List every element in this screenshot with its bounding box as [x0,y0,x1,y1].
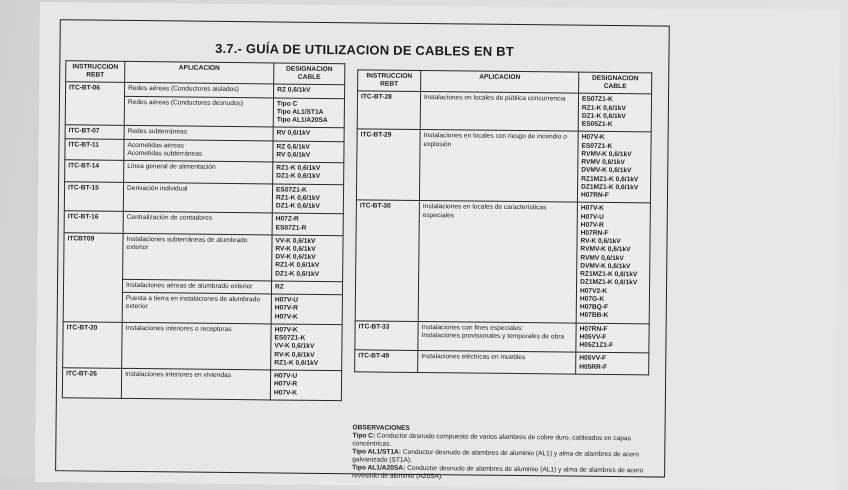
cable-designation: VV-K 0,6/1kV [275,237,316,245]
table-row [65,160,344,184]
cable-designation-cell [273,98,344,128]
cable-designation: H07BQ-F [579,303,609,312]
cable-designation: H07V-R [274,304,298,313]
cable-designation: RZ 0,6/1kV [276,143,310,151]
observaciones-block [352,424,653,483]
cable-designation: DVMV-K 0,6/1kV [581,167,632,175]
cable-designation: RZ1-K 0,6/1kV [581,104,626,112]
cable-designation: H05VV-F [579,333,607,341]
instruccion-code: ITC-BT-16 [64,211,123,233]
cable-designation: H07V-K [580,204,604,213]
cable-designation: RV-K 0,6/1kV [275,245,316,253]
cable-designation: H07V-K [273,388,298,397]
cable-designation: H05RR-F [579,363,608,371]
aplicacion-cell: Instalaciones en locales de pública concurrencia [420,92,578,132]
cable-designation: RVMV 0,6/1kV [581,158,625,167]
cable-designation-cell [271,324,342,371]
cable-designation: H07V-U [274,372,298,380]
cable-designation: H05Z1Z1-F [579,341,614,350]
document-title: 3.7.- GUÍA DE UTILIZACION DE CABLES EN BT [215,40,514,59]
table-row [356,129,651,203]
instruccion-code: ITC-BT-49 [355,350,418,372]
cable-designation: H07V-U [580,213,604,221]
aplicacion-cell: Instalaciones interiores o receptoras [122,322,271,370]
instruccion-code: ITC-BT-33 [355,320,418,350]
cable-designation: Tipo AL1/A20SA [276,116,328,125]
cable-designation-cell [270,370,341,400]
header-designacion: DESIGNACION CABLE [274,63,345,85]
cable-designation: RZ1-K 0,6/1kV [276,164,321,173]
cable-designation: RZ1-K 0,6/1kV [275,261,320,270]
cable-designation: H05VV-F [579,354,607,363]
cable-designation-cell [272,213,343,235]
instruccion-code: ITC-BT-29 [356,129,420,201]
cable-designation-cell [576,352,649,374]
header-instruccion: INSTRUCCION REBT [358,70,421,92]
cable-designation: Tipo AL1/ST1A [276,108,324,116]
instruccion-code: ITC-BT-20 [63,322,122,369]
aplicacion-cell: Instalaciones en locales de características especiales [418,201,577,323]
aplicacion-cell: Instalaciones eléctricas en muebles [418,351,576,374]
cable-designation: H07Z-R [275,215,299,224]
cable-designation: H07V-R [580,221,604,229]
cable-designation: H07V-K [274,313,298,321]
aplicacion-cell: Redes aéreas (Conductores desnudos) [124,96,273,127]
cable-designation-cell [274,84,345,98]
cable-designation: RZ [274,283,284,291]
table-row [64,233,343,282]
cable-designation: H07G-K [579,295,605,303]
cable-designation-cell [576,202,650,323]
cable-designation: H07RN-F [580,191,609,200]
cable-designation: DZ1MZ1-K 0,6/1kV [581,183,639,192]
header-aplicacion: APLICACION [421,70,579,93]
aplicacion-cell: Redes aéreas (Conductores aislados) [125,83,274,98]
table-row [357,91,651,132]
document-sheet [35,2,840,490]
cable-designation-cell [273,162,344,184]
cable-designation-cell [577,132,651,204]
cable-designation: ES05Z1-K [581,120,613,129]
table-row [355,320,649,353]
instruccion-code: ITC-BT-30 [355,200,419,321]
cable-designation-cell [273,141,344,163]
table-row [65,138,344,162]
cable-designation: RVMV-K 0,6/1kV [581,150,632,159]
cable-designation: DZ1-K 0,6/1kV [275,270,320,278]
header-designacion: DESIGNACION CABLE [579,72,652,94]
cable-designation: RZ 0,6/1kV [277,86,311,95]
cable-designation: ES07Z1-K [581,142,613,150]
cable-designation: RV 0,6/1kV [276,151,311,159]
cable-designation: DV-K 0,6/1kV [275,253,316,262]
cable-designation: RVMV-K 0,6/1kV [580,246,631,254]
header-instruccion: INSTRUCCION REBT [66,61,125,83]
cable-designation: H07V2-K [579,287,608,295]
cable-designation-cell [271,281,342,295]
table-row [355,200,650,323]
cable-designation: H07BB-K [579,311,609,320]
aplicacion-cell: Instalaciones interiores en viviendas [121,368,270,399]
cable-designation: DZ1-K 0,6/1kV [275,202,320,210]
cable-designation-cell [272,184,343,214]
aplicacion-cell: Instalaciones aéreas de alumbrado exterior [122,279,271,294]
cable-designation: RV-K 0,6/1kV [580,237,621,246]
cable-designation: VV-K 0,6/1kV [274,342,315,351]
aplicacion-cell: Redes subterráneas [124,126,273,141]
observacion-label: Tipo C: [352,432,376,440]
observacion-label: Tipo AL1/A20SA: [352,464,406,473]
cable-designation: RV-K 0,6/1kV [274,351,315,359]
cable-designation: H07V-K [581,134,605,142]
table-row [63,322,342,371]
cable-designation: H07V-R [273,380,298,388]
cable-designation-cell [271,294,342,324]
observacion-text: Conductor desnudo de alambres de aluminio (AL1) y alma de alambres de acero galvanizado (ST1A). [352,448,639,465]
cable-designation: DZ1-K 0,6/1kV [581,112,626,121]
table-frame [55,19,670,481]
left-cable-table [62,60,346,401]
instruccion-code: ITC-BT-06 [65,82,124,126]
cable-designation: RZ1-K 0,6/1kV [274,359,319,367]
aplicacion-cell: Derivación individual [123,182,272,213]
observacion-label: Tipo AL1/ST1A: [352,448,402,456]
cable-designation: ES07Z1-K [274,334,306,342]
cable-designation: RZ1MZ1-K 0,6/1kV [580,270,638,279]
header-aplicacion: APLICACION [125,61,274,84]
cable-designation: RZ1-K 0,6/1kV [275,194,320,202]
aplicacion-cell: Puesta a tierra en instalaciones de alumbrado exterior [122,293,271,324]
cable-designation: DZ1-K 0,6/1kV [276,172,321,181]
cable-designation: ES07Z1-K [276,186,307,194]
table-row [64,211,343,235]
cable-designation: RZ1MZ1-K 0,6/1kV [581,175,639,183]
cable-designation-cell [576,323,649,353]
aplicacion-cell: Instalaciones en locales con riesgo de incendio o explosión [419,130,578,203]
cable-designation: ES07Z1-R [275,223,307,232]
cable-designation-cell [578,94,651,133]
instruccion-code: ITC-BT-28 [357,91,420,130]
aplicacion-cell: Instalaciones subterráneas de alumbrado exterior [123,233,272,281]
observacion-text: Conductor desnudo compuesto de varios alambres de cobre duro, cableados en capas concéntricas. [352,432,631,448]
table-row [62,368,341,401]
cable-designation: H07V-U [274,296,299,304]
cable-designation: DVMV-K 0,6/1kV [580,262,631,271]
observacion-text: Conductor desnudo de alambres de aluminio (AL1) y alma de alambres de acero revestido de aluminio (A20SA). [352,465,644,481]
observaciones-heading: OBSERVACIONES [352,424,410,432]
instruccion-code: ITC-BT-14 [65,160,124,182]
instruccion-code: ITCBT09 [63,233,123,323]
aplicacion-cell: Línea general de alimentación [124,160,273,183]
cable-designation-cell [272,235,343,282]
cable-designation: ES07Z1-K [581,96,613,104]
right-cable-table [354,69,652,375]
instruccion-code: ITC-BT-15 [64,181,123,211]
cable-designation-cell [273,127,344,141]
instruccion-code: ITC-BT-26 [62,368,121,398]
aplicacion-cell: Acometidas aéreas Acometidas subterráneas [124,139,273,162]
instruccion-code: ITC-BT-11 [65,138,124,160]
cable-designation: DZ1MZ1-K 0,6/1kV [580,279,638,287]
cable-designation: RV 0,6/1kV [276,129,311,138]
cable-designation: H07RN-F [580,229,609,237]
table-row [355,350,649,375]
aplicacion-cell: Centralización de contadores [123,212,272,235]
cable-designation: RVMV 0,6/1kV [580,254,624,262]
cable-designation: H07RN-F [579,325,608,333]
table-row [64,181,343,214]
cable-designation: H07V-K [274,326,298,334]
instruccion-code: ITC-BT-07 [65,125,124,139]
cable-designation: Tipo C [276,100,298,108]
observacion-note [352,464,652,483]
aplicacion-cell: Instalaciones con fines especiales: Instalaciones provisionales y temporales de obra [418,321,576,352]
